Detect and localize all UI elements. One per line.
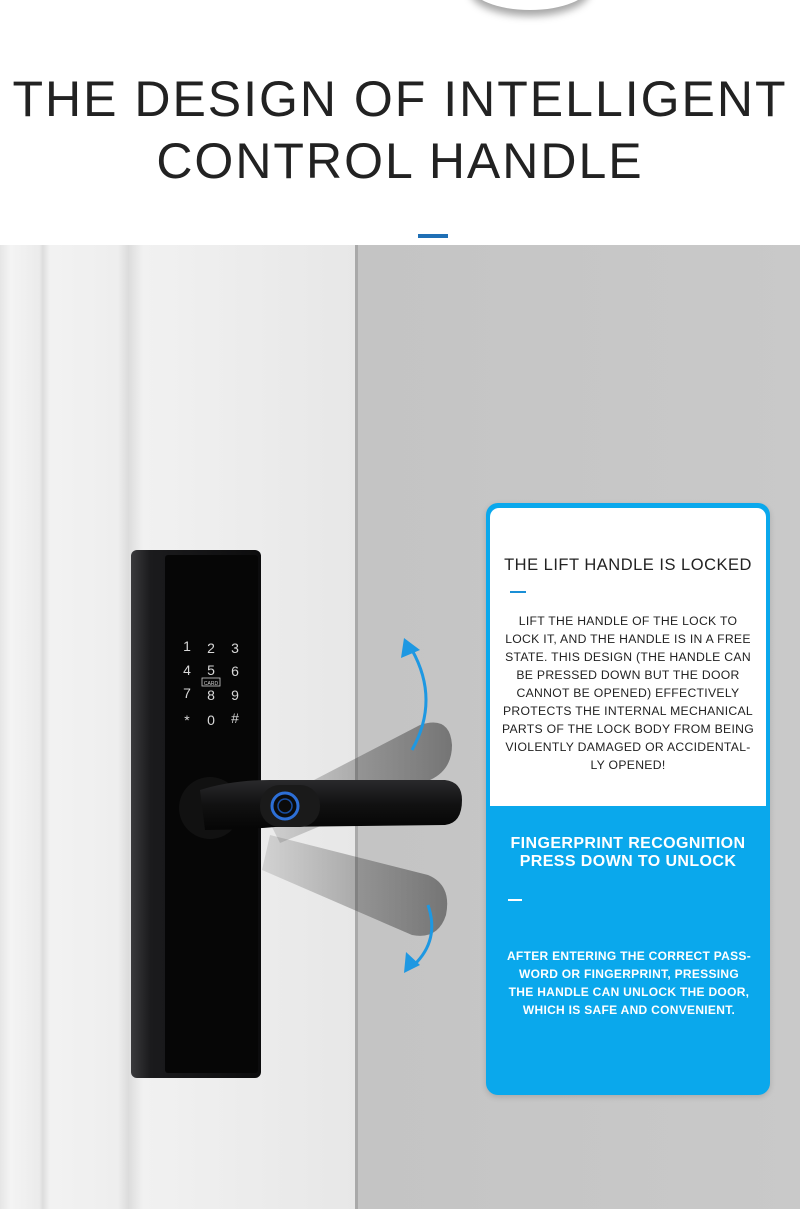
unlock-body-line: WORD OR FINGERPRINT, PRESSING	[518, 967, 740, 981]
locked-panel-dash	[510, 591, 526, 593]
keypad-key: 1	[183, 638, 191, 654]
unlock-panel-dash	[508, 899, 522, 901]
locked-body-line: STATE. THIS DESIGN (THE HANDLE CAN	[505, 650, 751, 664]
unlock-panel-title	[486, 835, 770, 871]
card-label: CARD	[203, 681, 219, 687]
keypad-key: 2	[207, 640, 215, 656]
unlock-body-line: THE HANDLE CAN UNLOCK THE DOOR,	[508, 985, 750, 999]
locked-body-line: LOCK IT, AND THE HANDLE IS IN A FREE	[505, 632, 751, 646]
keypad-key: 0	[207, 712, 215, 728]
unlock-title-line-1: FINGERPRINT RECOGNITION	[510, 835, 746, 852]
decorative-handle-shadow	[470, 0, 590, 10]
keypad-key: 3	[231, 640, 239, 656]
lever-handle	[200, 780, 462, 830]
page-title	[0, 68, 800, 192]
unlock-title-line-2: PRESS DOWN TO UNLOCK	[519, 853, 737, 870]
locked-body-line: LY OPENED!	[590, 758, 666, 772]
keypad-key: 5	[207, 662, 215, 678]
unlock-body-line: AFTER ENTERING THE CORRECT PASS-	[506, 949, 752, 963]
locked-body-line: VIOLENTLY DAMAGED OR ACCIDENTAL-	[505, 740, 751, 754]
locked-body-line: BE PRESSED DOWN BUT THE DOOR	[516, 668, 740, 682]
locked-panel	[490, 508, 766, 806]
keypad-key: 6	[231, 663, 239, 679]
keypad-key: 7	[183, 685, 191, 701]
title-accent-dash	[418, 234, 448, 238]
feature-card	[486, 503, 770, 1095]
keypad-key: 9	[231, 687, 239, 703]
locked-body-line: LIFT THE HANDLE OF THE LOCK TO	[518, 614, 738, 628]
keypad-key: #	[231, 710, 239, 726]
lever-down-ghost	[262, 835, 447, 936]
locked-body-line: PARTS OF THE LOCK BODY FROM BEING	[501, 722, 755, 736]
locked-panel-title: THE LIFT HANDLE IS LOCKED	[504, 556, 752, 574]
locked-body-line: PROTECTS THE INTERNAL MECHANICAL	[503, 704, 753, 718]
keypad-key: *	[184, 712, 190, 728]
page-title-line-1: THE DESIGN OF INTELLIGENT	[12, 71, 788, 127]
keypad-key: 4	[183, 662, 191, 678]
unlock-body-line: WHICH IS SAFE AND CONVENIENT.	[522, 1003, 736, 1017]
locked-panel-body	[490, 612, 766, 774]
locked-body-line: CANNOT BE OPENED) EFFECTIVELY	[516, 686, 740, 700]
keypad-key: 8	[207, 687, 215, 703]
unlock-panel-body	[498, 947, 760, 1019]
page-title-line-2: CONTROL HANDLE	[156, 133, 644, 189]
